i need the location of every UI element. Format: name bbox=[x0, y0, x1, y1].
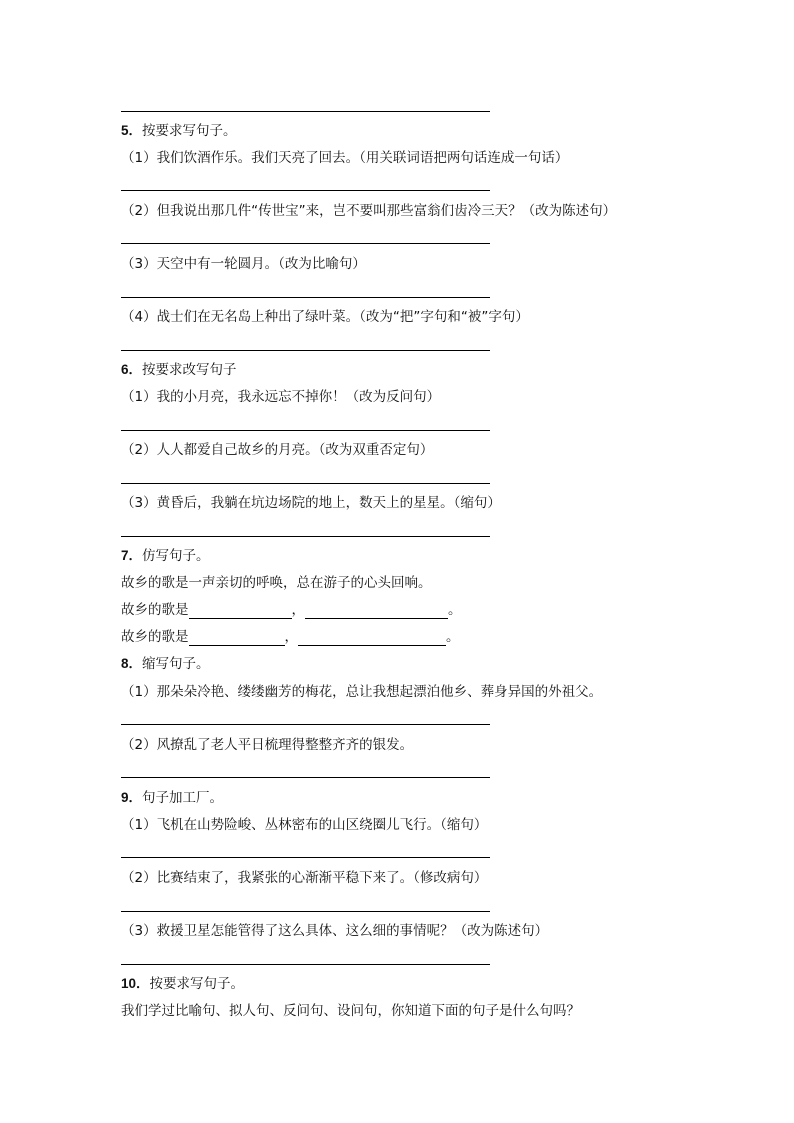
answer-line[interactable] bbox=[121, 297, 490, 298]
answer-line[interactable] bbox=[121, 857, 490, 858]
question-title: 缩写句子。 bbox=[142, 656, 210, 672]
question-10-heading bbox=[121, 975, 244, 993]
answer-line[interactable] bbox=[121, 243, 490, 244]
answer-line[interactable] bbox=[121, 724, 490, 725]
question-8-item-2: （2）风撩乱了老人平日梳理得整整齐齐的银发。 bbox=[121, 737, 414, 753]
question-number: 6． bbox=[121, 362, 143, 377]
question-7-heading bbox=[121, 547, 210, 565]
question-title: 按要求改写句子 bbox=[142, 362, 237, 378]
question-5-item-2: （2）但我说出那几件“传世宝”来，岂不要叫那些富翁们齿冷三天？（改为陈述句） bbox=[121, 203, 617, 219]
fill-period: 。 bbox=[448, 602, 462, 618]
question-title: 按要求写句子。 bbox=[149, 976, 245, 992]
question-8-heading bbox=[121, 655, 210, 673]
question-8-item-1: （1）那朵朵冷艳、缕缕幽芳的梅花，总让我想起漂泊他乡、葬身异国的外祖父。 bbox=[121, 684, 603, 700]
question-number: 8． bbox=[121, 656, 143, 671]
fill-comma: ， bbox=[291, 602, 305, 618]
answer-line[interactable] bbox=[121, 964, 490, 965]
question-7-example: 故乡的歌是一声亲切的呼唤，总在游子的心头回响。 bbox=[121, 575, 432, 591]
fill-blank[interactable] bbox=[305, 604, 448, 619]
answer-line[interactable] bbox=[121, 777, 490, 778]
question-5-item-3: （3）天空中有一轮圆月。（改为比喻句） bbox=[121, 256, 366, 272]
question-number: 9． bbox=[121, 790, 143, 805]
fill-prefix: 故乡的歌是 bbox=[121, 602, 189, 618]
question-5-item-1: （1）我们饮酒作乐。我们天亮了回去。（用关联词语把两句话连成一句话） bbox=[121, 150, 569, 166]
question-9-item-3: （3）救援卫星怎能管得了这么具体、这么细的事情呢？（改为陈述句） bbox=[121, 923, 549, 939]
question-5-heading bbox=[121, 122, 237, 140]
question-9-heading bbox=[121, 789, 223, 807]
question-9-item-1: （1）飞机在山势险峻、丛林密布的山区绕圈儿飞行。（缩句） bbox=[121, 817, 488, 833]
question-6-item-1: （1）我的小月亮，我永远忘不掉你！（改为反问句） bbox=[121, 389, 441, 405]
question-title: 仿写句子。 bbox=[142, 548, 210, 564]
question-number: 10． bbox=[121, 976, 150, 991]
fill-period: 。 bbox=[446, 629, 460, 645]
question-number: 7． bbox=[121, 548, 143, 563]
answer-line[interactable] bbox=[121, 911, 490, 912]
answer-line[interactable] bbox=[121, 111, 490, 112]
question-5-item-4: （4）战士们在无名岛上种出了绿叶菜。（改为“把”字句和“被”字句） bbox=[121, 309, 529, 325]
answer-line[interactable] bbox=[121, 536, 490, 537]
fill-blank[interactable] bbox=[189, 631, 285, 646]
question-6-item-3: （3）黄昏后，我躺在坑边场院的地上，数天上的星星。（缩句） bbox=[121, 495, 501, 511]
question-7-fill-row-2 bbox=[121, 628, 460, 646]
fill-comma: ， bbox=[284, 629, 298, 645]
answer-line[interactable] bbox=[121, 350, 490, 351]
question-title: 句子加工厂。 bbox=[142, 790, 224, 806]
question-number: 5． bbox=[121, 123, 143, 138]
answer-line[interactable] bbox=[121, 483, 490, 484]
question-title: 按要求写句子。 bbox=[142, 123, 237, 139]
fill-blank[interactable] bbox=[189, 604, 292, 619]
fill-blank[interactable] bbox=[298, 631, 446, 646]
question-6-heading bbox=[121, 361, 237, 379]
question-9-item-2: （2）比赛结束了，我紧张的心渐渐平稳下来了。（修改病句） bbox=[121, 870, 488, 886]
question-7-fill-row-1 bbox=[121, 601, 462, 619]
question-10-intro: 我们学过比喻句、拟人句、反问句、设问句，你知道下面的句子是什么句吗？ bbox=[121, 1003, 580, 1019]
fill-prefix: 故乡的歌是 bbox=[121, 629, 189, 645]
answer-line[interactable] bbox=[121, 190, 490, 191]
answer-line[interactable] bbox=[121, 430, 490, 431]
question-6-item-2: （2）人人都爱自己故乡的月亮。（改为双重否定句） bbox=[121, 442, 434, 458]
